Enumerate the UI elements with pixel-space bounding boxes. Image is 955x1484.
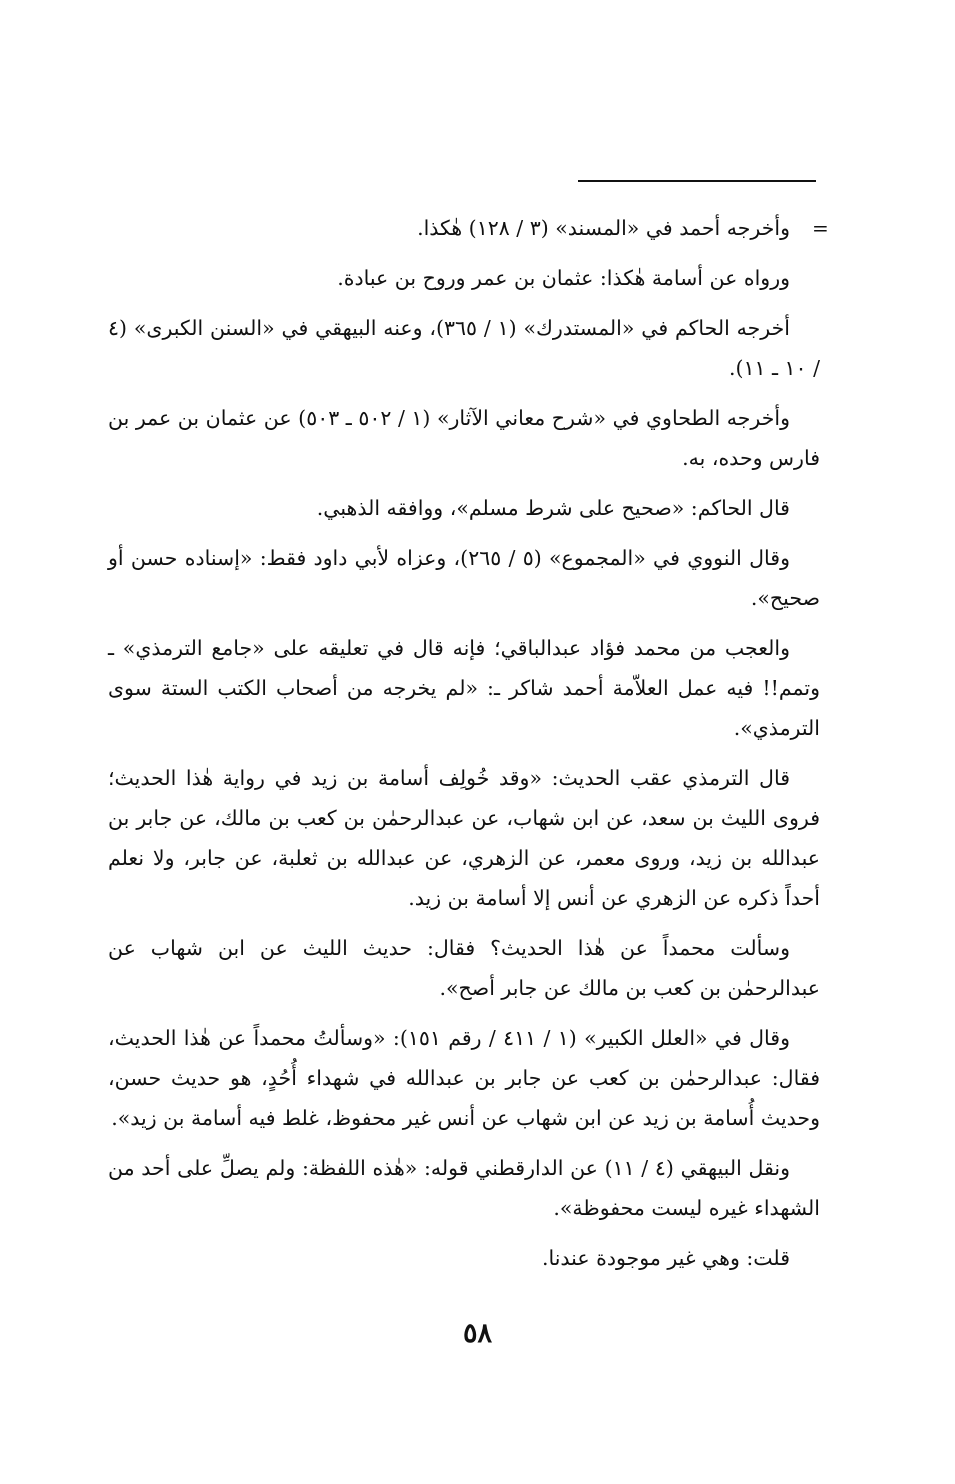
page-number: ٥٨ — [462, 1318, 492, 1349]
footnote-paragraph: ونقل البيهقي (٤ / ١١) عن الدارقطني قوله: «هٰذه اللفظة: ولم يصلِّ على أحد من الشهداء غيره ليست محفوظة». — [108, 1156, 820, 1220]
footnote-continuation-mark: = — [812, 216, 829, 240]
footnote-paragraph: قلت: وهي غير موجودة عندنا. — [541, 1246, 790, 1270]
footnote-paragraph: وقال في «العلل الكبير» (١ / ٤١١ / رقم ١٥١): «وسألتُ محمداً عن هٰذا الحديث، فقال: عبدالرحمٰن بن كعب عن جابر بن عبدالله في شهداء أُحُدٍ، هو حديث حسن، وحديث أُسامة بن زيد عن ابن شهاب عن أنس غير محفوظ، غلط فيه أسامة بن زيد». — [108, 1026, 820, 1130]
footnote-paragraph: قال الحاكم: «صحيح على شرط مسلم»، ووافقه الذهبي. — [316, 496, 790, 520]
footnote-paragraph: أخرجه الحاكم في «المستدرك» (١ / ٣٦٥)، وعنه البيهقي في «السنن الكبرى» (٤ / ١٠ ـ ١١). — [108, 316, 820, 380]
footnote-paragraph: ورواه عن أسامة هٰكذا: عثمان بن عمر وروح بن عبادة. — [337, 266, 790, 290]
footnote-paragraph: وسألت محمداً عن هٰذا الحديث؟ فقال: حديث الليث عن ابن شهاب عن عبدالرحمٰن بن كعب بن مالك عن جابر أصح». — [108, 936, 820, 1000]
footnote-paragraph: وأخرجه الطحاوي في «شرح معاني الآثار» (١ / ٥٠٢ ـ ٥٠٣) عن عثمان بن عمر بن فارس وحده، به. — [108, 406, 820, 470]
footnote-text — [108, 208, 820, 1288]
footnote-paragraph: قال الترمذي عقب الحديث: «وقد خُولِف أسامة بن زيد في رواية هٰذا الحديث؛ فروى الليث بن سعد، عن ابن شهاب، عن عبدالرحمٰن بن كعب بن مالك، عن جابر بن عبدالله بن زيد، وروى معمر، عن الزهري، عن عبدالله بن ثعلبة، عن جابر، ولا نعلم أحداً ذكره عن الزهري عن أنس إلا أسامة بن زيد. — [108, 766, 820, 910]
footnote-paragraph: وأخرجه أحمد في «المسند» (٣ / ١٢٨) هٰكذا. — [417, 216, 790, 240]
footnote-paragraph: وقال النووي في «المجموع» (٥ / ٢٦٥)، وعزاه لأبي داود فقط: «إسناده حسن أو صحيح». — [108, 546, 820, 610]
footnote-separator-line — [578, 180, 816, 182]
footnote-paragraph: والعجب من محمد فؤاد عبدالباقي؛ فإنه قال في تعليقه على «جامع الترمذي» ـ وتمم!! فيه عمل العلاّمة أحمد شاكر ـ: «لم يخرجه من أصحاب الكتب الستة سوى الترمذي». — [108, 636, 820, 740]
